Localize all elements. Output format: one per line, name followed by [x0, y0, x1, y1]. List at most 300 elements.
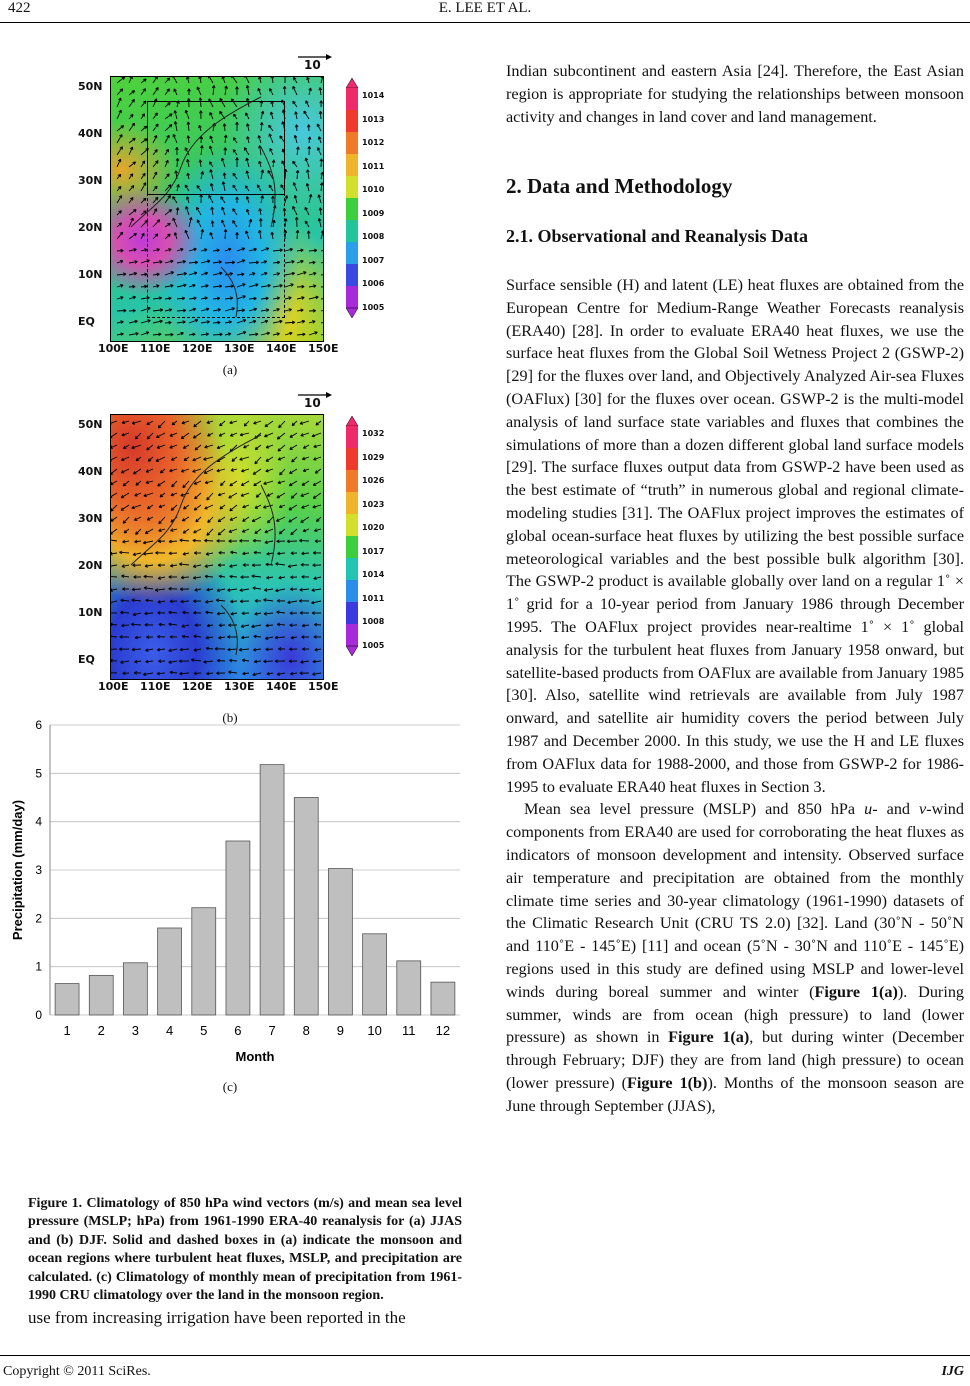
- ocean-region-box: [147, 193, 285, 318]
- wind-vector: [230, 433, 237, 436]
- colorbar-segment: [346, 470, 358, 492]
- wind-vector: [242, 659, 249, 662]
- colorbar-label: 1032: [362, 429, 385, 438]
- wind-vector: [180, 648, 189, 651]
- wind-vector: [239, 539, 249, 542]
- wind-vector: [218, 493, 225, 496]
- wind-vector: [217, 445, 225, 449]
- wind-vector: [157, 635, 165, 638]
- wind-vector: [290, 624, 297, 627]
- wind-vector: [117, 196, 122, 203]
- wind-vector: [201, 321, 210, 324]
- wind-vector: [290, 588, 297, 591]
- wind-vector: [216, 672, 225, 675]
- wind-vector: [265, 541, 273, 544]
- wind-vector: [180, 539, 189, 542]
- y-tick-label: 6: [35, 718, 42, 732]
- lat-tick-label: 20N: [78, 559, 103, 572]
- wind-vector: [309, 321, 315, 324]
- wind-vector: [225, 86, 228, 95]
- wind-vector: [122, 421, 129, 424]
- wind-vector: [165, 321, 171, 324]
- wind-vector: [217, 659, 225, 662]
- wind-vector: [141, 173, 145, 179]
- wind-vector: [313, 505, 321, 508]
- wind-vector: [309, 285, 316, 288]
- wind-vector: [273, 320, 282, 323]
- wind-vector: [170, 445, 177, 448]
- wind-vector: [304, 111, 309, 119]
- wind-vector: [208, 77, 213, 83]
- wind-vector: [183, 529, 189, 533]
- wind-vector: [279, 529, 285, 534]
- wind-vector: [194, 421, 201, 427]
- wind-vector: [279, 505, 285, 508]
- wind-vector: [303, 469, 309, 472]
- wind-vector: [117, 249, 123, 252]
- wind-vector: [219, 575, 225, 578]
- lon-tick-label: 120E: [182, 342, 213, 355]
- wind-vector: [313, 564, 321, 567]
- wind-vector: [249, 333, 258, 336]
- wind-vector: [111, 659, 117, 662]
- wind-vector: [129, 261, 137, 264]
- colorbar-segment: [346, 286, 358, 308]
- wind-vector: [266, 469, 273, 472]
- wind-vector: [111, 529, 117, 534]
- wind-vector: [255, 505, 261, 508]
- colorbar-segment: [346, 220, 358, 242]
- wind-vector: [228, 624, 237, 627]
- wind-vector: [270, 88, 273, 95]
- colorbar-label: 1005: [362, 640, 385, 650]
- wind-vector: [290, 445, 297, 449]
- wind-vector: [278, 445, 285, 451]
- wind-vector: [193, 611, 201, 614]
- wind-vector: [155, 589, 165, 592]
- wind-vector: [266, 576, 273, 579]
- wind-vector: [153, 320, 162, 323]
- wind-vector: [291, 493, 297, 498]
- wind-vector: [141, 183, 146, 191]
- wind-vector: [174, 89, 177, 95]
- wind-vector: [133, 553, 141, 556]
- wind-vector: [148, 457, 153, 461]
- wind-vector: [111, 611, 117, 614]
- wind-vector: [277, 611, 285, 614]
- wind-vector: [157, 445, 165, 448]
- wind-vector: [136, 481, 141, 485]
- wind-vector: [313, 551, 321, 554]
- wind-vector: [243, 552, 249, 555]
- paragraph-data-sources: Surface sensible (H) and latent (LE) heat fluxes are obtained from the European Centre for Medium-Range Weather Forecasts reanalysis (ERA40) [28]. In order to evaluate ERA40 heat fluxes, we use the surface heat fluxes from the Global Soil Wetness Project 2 (GSWP-2) [29] for the fluxes over land, and Objectively Analyzed Air-sea Fluxes (OAFlux) [30] for the fluxes over ocean. GSWP-2 is the multi-model analysis of land surface state variables and fluxes that combines the simulations of more than a dozen different global land surface models [29]. The surface fluxes output data from GSWP-2 have been used as the best estimate of “truth” in numerous global and regional climate-modeling studies [31]. The OAFlux project improves the estimates of global ocean-surface heat fluxes by utilizing the best possible surface meteorological variables and the best possible bulk algorithm [30]. The GSWP-2 product is available globally over land on a regular 1˚ × 1˚ grid for a 10-year period from January 1986 through December 1995. The OAFlux project provides near-realtime 1˚ × 1˚ global analysis for the turbulent heat fluxes from January 1958 onward, but satellite-based products from OAFlux are available from January 1985 [30]. Also, satellite wind retrievals are available from July 1987 onward, and satellite air humidity covers the period between July 1987 and December 2000. In this study, we use the H and LE fluxes from OAFlux data for 1988-2000, and those from GSWP-2 for 1986-1995 to evaluate ERA40 heat fluxes in Section 3.: [506, 276, 964, 796]
- wind-vector: [117, 309, 126, 312]
- x-tick-label: 5: [200, 1023, 208, 1038]
- wind-vector: [232, 77, 237, 83]
- wind-vector: [246, 85, 249, 95]
- wind-vector: [279, 576, 285, 579]
- wind-vector: [220, 505, 225, 509]
- wind-vector: [295, 112, 298, 119]
- wind-vector: [205, 575, 213, 578]
- wind-vector: [117, 98, 121, 107]
- wind-vector: [143, 673, 153, 676]
- wind-vector: [217, 469, 225, 472]
- colorbar-label: 1013: [362, 114, 385, 124]
- wind-vector: [264, 599, 273, 602]
- wind-vector: [255, 612, 261, 615]
- wind-vector: [129, 309, 135, 312]
- wind-vector: [180, 588, 189, 591]
- wind-vector: [230, 505, 237, 511]
- wind-vector: [276, 517, 285, 521]
- wind-vector: [309, 272, 316, 275]
- wind-vector: [313, 481, 321, 485]
- wind-vector: [218, 564, 225, 567]
- wind-vector: [297, 309, 303, 312]
- wind-vector: [288, 601, 297, 604]
- wind-vector: [111, 469, 117, 475]
- wind-vector: [193, 565, 201, 568]
- wind-vector: [194, 529, 201, 533]
- wind-vector: [295, 217, 298, 227]
- wind-vector: [143, 541, 153, 544]
- colorbar-segment: [346, 558, 358, 580]
- wind-vector: [296, 170, 299, 179]
- wind-vector: [306, 183, 309, 191]
- y-axis-label: Precipitation (mm/day): [10, 799, 25, 941]
- intro-paragraph: Indian subcontinent and eastern Asia [24]. Therefore, the East Asian region is appropriate for studying the relationships between monsoon activity and changes in land cover and land management.: [506, 62, 964, 126]
- wind-vector: [301, 433, 309, 436]
- wind-vector: [297, 333, 305, 336]
- wind-vector: [196, 517, 201, 522]
- wind-vector: [111, 623, 117, 626]
- x-tick-label: 1: [63, 1023, 71, 1038]
- wind-vector: [179, 563, 189, 566]
- wind-vector: [205, 445, 213, 448]
- wind-vector: [241, 576, 249, 579]
- wind-vector: [241, 469, 249, 472]
- colorbar-segment: [346, 110, 358, 132]
- wind-vector: [121, 599, 129, 602]
- wind-vector: [121, 624, 129, 627]
- wind-vector: [264, 588, 273, 591]
- wind-vector: [253, 587, 261, 590]
- wind-vector: [129, 210, 136, 215]
- wind-vector: [309, 261, 315, 264]
- wind-vector: [271, 77, 274, 83]
- wind-vector: [255, 457, 261, 464]
- figure-caption: Figure 1. Climatology of 850 hPa wind vectors (m/s) and mean sea level pressure (MSLP; hPa) from 1961-1990 ERA-40 reanalysis for (a) JJAS and (b) DJF. Solid and dashed boxes in (a) indicate the monsoon and ocean regions where turbulent heat fluxes, MSLP, and precipitation are calculated. (c) Climatology of monthly mean of precipitation from 1961-1990 CRU climatology over the land in the monsoon region.: [28, 1196, 462, 1304]
- wind-vector: [299, 539, 309, 542]
- wind-vector: [312, 589, 321, 592]
- wind-vector: [296, 230, 299, 239]
- colorbar-label: 1008: [362, 232, 385, 241]
- wind-vector: [321, 77, 323, 83]
- lat-tick-label: EQ: [78, 653, 95, 666]
- wind-vector: [117, 77, 125, 83]
- wind-vector: [277, 599, 285, 602]
- wind-vector: [240, 457, 249, 460]
- wind-vector: [305, 221, 309, 227]
- wind-vector: [169, 469, 177, 472]
- wind-vector: [302, 575, 309, 578]
- wind-vector: [266, 445, 273, 448]
- wind-vector: [129, 332, 138, 335]
- wind-vector: [193, 433, 201, 438]
- wind-vector: [319, 111, 322, 119]
- x-tick-label: 9: [336, 1023, 345, 1038]
- wind-vector: [301, 563, 309, 566]
- wind-vector: [131, 623, 141, 626]
- wind-vector: [294, 135, 297, 143]
- wind-vector: [243, 505, 249, 508]
- wind-vector: [122, 540, 129, 543]
- wind-vector: [297, 249, 303, 252]
- wind-vector: [180, 672, 189, 675]
- wind-vector: [309, 296, 318, 299]
- wind-vector: [318, 218, 321, 227]
- wind-vector: [291, 552, 297, 555]
- lat-tick-label: 10N: [78, 606, 103, 619]
- wind-vector: [289, 505, 297, 510]
- wind-vector: [229, 529, 237, 532]
- wind-vector: [135, 493, 141, 496]
- wind-vector: [266, 563, 273, 566]
- wind-vector: [302, 636, 309, 639]
- wind-vector: [232, 457, 237, 461]
- wind-vector: [182, 625, 189, 628]
- wind-vector: [309, 88, 312, 95]
- wind-vector: [146, 469, 153, 472]
- figure-1a-caption: (a): [222, 362, 238, 377]
- wind-vector: [182, 517, 189, 521]
- wind-vector: [316, 517, 321, 521]
- wind-vector: [111, 493, 117, 498]
- x-tick-label: 7: [268, 1023, 276, 1038]
- wind-vector: [132, 505, 141, 509]
- wind-vector: [141, 332, 149, 335]
- wind-vector: [132, 421, 141, 424]
- wind-vector: [172, 481, 177, 487]
- x-tick-label: 11: [402, 1023, 416, 1038]
- wind-vector: [169, 649, 177, 652]
- wind-vector: [306, 101, 309, 107]
- wind-vector: [280, 469, 285, 475]
- wind-vector: [145, 623, 153, 626]
- lon-tick-label: 110E: [140, 342, 171, 355]
- wind-vector: [117, 232, 123, 239]
- wind-vector: [145, 529, 153, 533]
- wind-vector: [312, 433, 321, 437]
- wind-vector: [129, 123, 135, 131]
- bar-month-2: [89, 975, 113, 1015]
- wind-vector: [321, 285, 323, 288]
- wind-vector: [301, 660, 309, 663]
- wind-vector: [275, 589, 285, 592]
- wind-vector: [302, 481, 309, 485]
- wind-vector: [122, 588, 129, 591]
- wind-vector: [317, 148, 321, 155]
- wind-vector: [207, 421, 213, 424]
- wind-vector: [158, 564, 165, 567]
- wind-vector: [229, 540, 237, 543]
- figure-ref[interactable]: Figure 1(a): [814, 982, 898, 1001]
- wind-vector: [219, 551, 225, 554]
- wind-vector: [320, 183, 323, 191]
- colorbar-label: 1014: [362, 570, 385, 579]
- wind-vector: [169, 552, 177, 555]
- wind-vector: [147, 505, 153, 509]
- lon-tick-label: 140E: [266, 342, 297, 355]
- lon-tick-label: 130E: [224, 680, 255, 693]
- wind-vector: [289, 517, 297, 522]
- wind-vector: [197, 87, 201, 95]
- wind-vector: [308, 146, 311, 155]
- wind-vector: [253, 539, 261, 542]
- wind-vector: [183, 505, 189, 509]
- wind-vector: [293, 86, 297, 95]
- wind-vector: [290, 672, 297, 675]
- wind-vector: [220, 481, 225, 486]
- wind-vector: [277, 433, 285, 439]
- x-tick-label: 10: [367, 1023, 382, 1038]
- wind-vectors: [111, 415, 323, 679]
- wind-vector: [122, 565, 129, 568]
- wind-vector: [135, 636, 141, 639]
- colorbar-label: 1023: [362, 499, 385, 509]
- wind-vector: [111, 565, 117, 568]
- wind-vector: [303, 445, 309, 448]
- wind-vector: [222, 77, 225, 83]
- wind-vector: [141, 79, 146, 83]
- figure-ref[interactable]: Figure 1(a): [668, 1028, 750, 1047]
- wind-vector: [117, 211, 121, 215]
- x-axis-label: Month: [235, 1049, 275, 1064]
- wind-vector: [177, 321, 185, 324]
- wind-vector: [133, 564, 141, 567]
- wind-vector: [156, 433, 165, 438]
- wind-vector: [147, 517, 153, 520]
- wind-vector: [165, 78, 170, 83]
- wind-vector: [117, 147, 122, 155]
- wind-vector: [129, 174, 133, 179]
- wind-vector: [144, 587, 153, 590]
- journal-abbrev: IJG: [941, 1364, 964, 1379]
- wind-vector: [321, 230, 323, 239]
- lon-tick-label: 140E: [266, 680, 297, 693]
- x-tick-label: 3: [131, 1023, 140, 1038]
- y-tick-label: 3: [35, 863, 42, 877]
- wind-vector: [181, 600, 189, 603]
- wind-vector: [265, 637, 273, 640]
- copyright-notice: Copyright © 2011 SciRes.: [3, 1364, 151, 1379]
- wind-vector: [241, 625, 249, 628]
- x-tick-label: 2: [97, 1023, 105, 1038]
- wind-vector: [141, 198, 146, 203]
- wind-vector: [111, 601, 117, 604]
- figure-ref[interactable]: Figure 1(b): [627, 1073, 708, 1092]
- wind-vector: [278, 457, 285, 460]
- wind-vector: [129, 91, 135, 95]
- wind-vector: [320, 101, 323, 107]
- wind-vector: [158, 611, 165, 614]
- coastline: [131, 435, 275, 655]
- colorbar-segment: [346, 426, 358, 448]
- wind-vector: [208, 517, 213, 523]
- bar-month-11: [397, 961, 421, 1015]
- wind-vector: [157, 672, 165, 675]
- wind-vector: [217, 539, 225, 542]
- wind-vector: [289, 648, 297, 651]
- wind-vector: [321, 320, 323, 323]
- wind-vector: [229, 493, 237, 498]
- wind-vector: [159, 505, 165, 508]
- wind-vector: [134, 671, 141, 674]
- wind-vector: [315, 469, 321, 473]
- wind-vector: [134, 517, 141, 520]
- wind-vector: [157, 648, 165, 651]
- wind-vector: [314, 445, 321, 448]
- wind-vector: [278, 647, 285, 650]
- wind-vector: [189, 319, 198, 323]
- wind-vector: [158, 600, 165, 603]
- wind-vector: [302, 505, 309, 508]
- wind-vector: [307, 231, 310, 239]
- wind-vector: [193, 600, 201, 603]
- wind-vector: [141, 233, 144, 239]
- wind-vector: [160, 493, 165, 497]
- lat-tick-label: 30N: [78, 174, 103, 187]
- wind-vector: [321, 308, 323, 311]
- wind-vector: [321, 260, 323, 263]
- lon-tick-label: 110E: [140, 680, 171, 693]
- wind-vector: [169, 576, 177, 579]
- wind-vector: [193, 469, 201, 472]
- wind-vector: [266, 624, 273, 627]
- wind-vector: [132, 599, 141, 602]
- wind-vector: [207, 588, 213, 591]
- wind-vector: [299, 599, 309, 602]
- wind-vector: [243, 517, 249, 521]
- bar-month-4: [158, 928, 182, 1015]
- wind-vector: [117, 89, 123, 95]
- wind-vector: [283, 86, 286, 95]
- wind-vector: [193, 576, 201, 579]
- wind-vector: [267, 552, 273, 555]
- colorbar-label: 1011: [362, 161, 385, 171]
- wind-vector: [290, 576, 297, 579]
- colorbar-label: 1008: [362, 617, 385, 626]
- wind-vector: [273, 333, 280, 336]
- wind-vector: [218, 636, 225, 639]
- colorbar-segment: [346, 198, 358, 220]
- wind-vector: [207, 624, 213, 627]
- wind-vector: [170, 671, 177, 674]
- colorbar: [346, 416, 358, 656]
- wind-vector: [206, 611, 213, 614]
- wind-vector: [293, 101, 297, 107]
- wind-vector: [314, 623, 321, 626]
- wind-vector: [240, 433, 249, 436]
- wind-vector: [244, 421, 249, 426]
- wind-vector: [121, 469, 129, 473]
- wind-vector: [230, 421, 237, 424]
- wind-vector: [240, 600, 249, 603]
- wind-vector: [242, 612, 249, 615]
- wind-vector: [319, 208, 322, 215]
- wind-vector: [193, 457, 201, 461]
